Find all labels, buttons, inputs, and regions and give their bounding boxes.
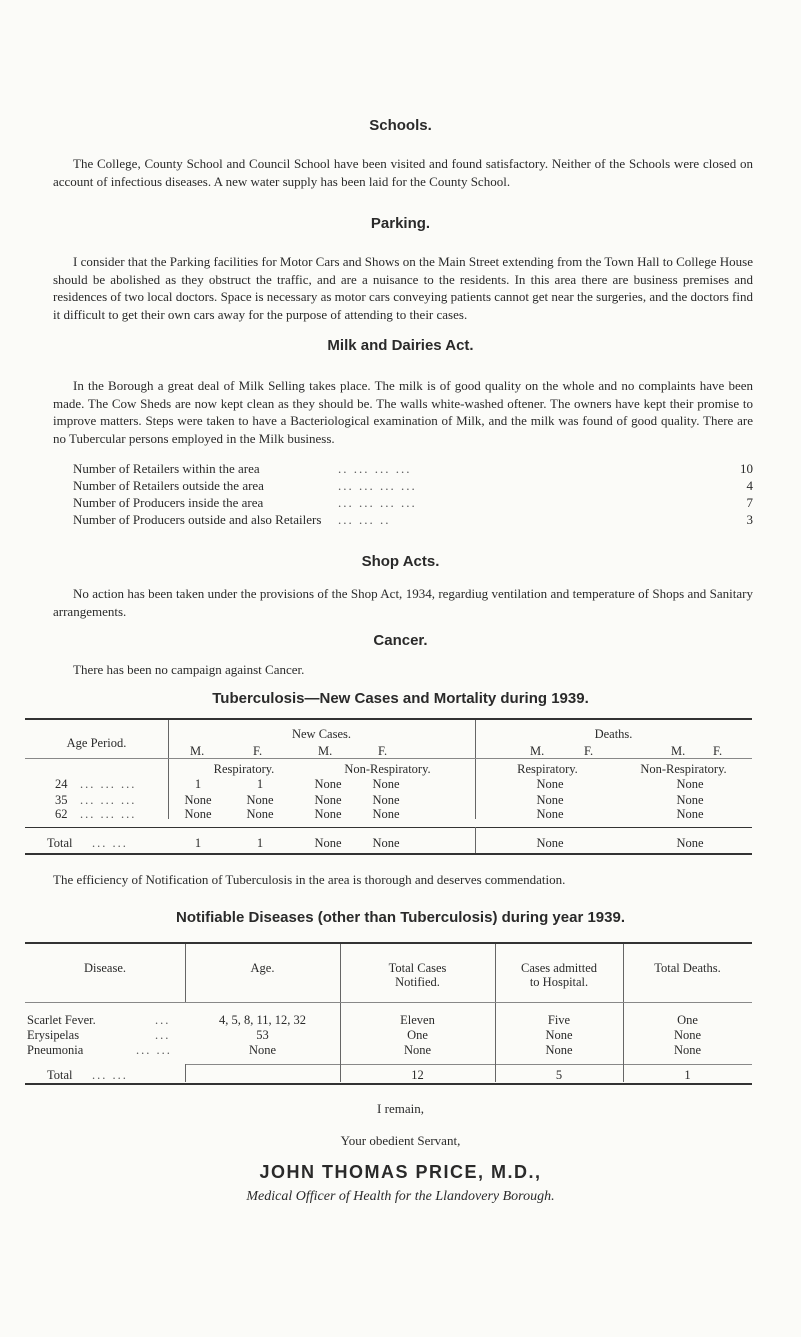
milk-stat-value: 7	[746, 495, 753, 510]
notif-disease: Scarlet Fever.	[27, 1013, 96, 1027]
notif-col-age: Age.	[250, 961, 275, 975]
notif-total: None	[403, 1043, 432, 1057]
tb-nonresp-f: None	[372, 807, 400, 821]
tb-nonresp-m: None	[314, 807, 342, 821]
tb-deaths-nonresp: None	[676, 793, 704, 807]
notifiable-heading: Notifiable Diseases (other than Tuberculosis) during year 1939.	[175, 909, 625, 926]
notif-col-disease: Disease.	[84, 961, 126, 975]
notif-hospital: Five	[547, 1013, 571, 1027]
tb-deaths-resp: None	[536, 793, 564, 807]
milk-stat-row	[73, 512, 753, 530]
notif-col-deaths: Total Deaths.	[654, 961, 721, 975]
tb-leader: ... ...	[92, 836, 128, 850]
cancer-heading: Cancer.	[373, 632, 428, 649]
tb-col-f: F.	[584, 744, 594, 758]
notif-disease: Pneumonia	[27, 1043, 84, 1057]
tb-sub-respiratory: Respiratory.	[517, 762, 578, 776]
notif-deaths: 1	[684, 1068, 691, 1082]
milk-stat-value: 4	[746, 478, 753, 493]
tb-age: 24	[55, 777, 68, 791]
tb-nonresp-m: None	[314, 836, 342, 850]
notif-hospital: None	[545, 1028, 573, 1042]
milk-stat-row	[73, 495, 753, 513]
schools-paragraph: The College, County School and Council School have been visited and found satisfactory. Neither of the Schools were closed on account of infectious diseases. A new water supply has been laid for the County School.	[53, 156, 753, 189]
efficiency-paragraph: The efficiency of Notification of Tuberculosis in the area is thorough and deserves commendation.	[53, 872, 566, 887]
tb-leader: ... ... ...	[80, 793, 137, 807]
tb-nonresp-f: None	[372, 777, 400, 791]
notif-leader: ...	[155, 1028, 171, 1042]
notif-total: 12	[411, 1068, 424, 1082]
tb-sub-non-respiratory: Non-Respiratory.	[640, 762, 727, 776]
milk-stat-leader: ... ... ... ...	[338, 495, 417, 510]
tb-total-label: Total	[47, 836, 73, 850]
tb-resp-m: 1	[194, 777, 202, 791]
notif-col-admitted: Cases admitted	[520, 961, 598, 975]
tb-col-new-cases: New Cases.	[291, 727, 351, 741]
tb-col-deaths: Deaths.	[594, 727, 633, 741]
tb-col-m: M.	[671, 744, 686, 758]
tb-deaths-nonresp: None	[676, 777, 704, 791]
tb-col-m: M.	[190, 744, 205, 758]
milk-stat-label: Number of Retailers within the area	[73, 461, 260, 476]
tb-deaths-resp: None	[536, 836, 564, 850]
notif-vline	[185, 1064, 186, 1082]
notif-total: Eleven	[400, 1013, 435, 1027]
tb-resp-f: None	[246, 793, 274, 807]
tb-nonresp-f: None	[372, 793, 400, 807]
notif-col-notified: Notified.	[395, 975, 440, 989]
notif-total-label: Total	[47, 1068, 73, 1082]
tb-vline	[475, 827, 476, 853]
tb-resp-m: None	[184, 807, 212, 821]
tb-age: 62	[55, 807, 68, 821]
milk-stat-row	[73, 461, 753, 479]
milk-stat-value: 10	[740, 461, 753, 476]
parking-heading: Parking.	[370, 215, 431, 232]
tb-resp-m: 1	[194, 836, 202, 850]
tb-age: 35	[55, 793, 68, 807]
notif-hospital: 5	[555, 1068, 563, 1082]
tb-leader: ... ... ...	[80, 807, 137, 821]
notif-deaths: None	[673, 1028, 702, 1042]
tb-col-m: M.	[530, 744, 545, 758]
tb-nonresp-m: None	[314, 793, 342, 807]
notif-col-total-cases: Total Cases	[388, 961, 447, 975]
tb-resp-f: None	[246, 807, 274, 821]
notif-col-hospital: to Hospital.	[529, 975, 589, 989]
milk-stat-leader: ... ... ... ...	[338, 478, 417, 493]
notif-total-rule	[185, 1064, 752, 1065]
tb-col-f: F.	[378, 744, 388, 758]
tb-nonresp-f: None	[372, 836, 400, 850]
tb-deaths-resp: None	[536, 777, 564, 791]
tb-bottom-rule	[25, 853, 752, 855]
tb-deaths-nonresp: None	[676, 807, 704, 821]
tb-deaths-resp: None	[536, 807, 564, 821]
milk-stat-value: 3	[746, 512, 753, 527]
notif-bottom-rule	[25, 1083, 752, 1085]
tb-col-age: Age Period.	[66, 736, 127, 750]
milk-stat-label: Number of Producers inside the area	[73, 495, 264, 510]
milk-stat-row	[73, 478, 753, 496]
milk-heading: Milk and Dairies Act.	[327, 337, 474, 354]
notif-leader: ... ...	[136, 1043, 172, 1057]
notif-header-rule	[25, 1002, 752, 1003]
tb-header-rule	[25, 758, 752, 759]
closing-servant: Your obedient Servant,	[340, 1133, 461, 1148]
tb-col-f: F.	[253, 744, 263, 758]
signature-name: JOHN THOMAS PRICE, M.D.,	[259, 1162, 542, 1182]
notif-disease: Erysipelas	[27, 1028, 80, 1042]
milk-stat-leader: ... ... ..	[338, 512, 391, 527]
tb-deaths-nonresp: None	[676, 836, 704, 850]
tb-sub-non-respiratory: Non-Respiratory.	[344, 762, 431, 776]
notif-total: One	[407, 1028, 428, 1042]
notif-hospital: None	[545, 1043, 573, 1057]
tb-resp-f: 1	[256, 836, 264, 850]
notif-age: 53	[256, 1028, 269, 1042]
tb-leader: ... ... ...	[80, 777, 137, 791]
schools-heading: Schools.	[369, 117, 432, 134]
notif-deaths: One	[677, 1013, 698, 1027]
notif-leader: ...	[155, 1013, 171, 1027]
signature-title: Medical Officer of Health for the Llandovery Borough.	[246, 1189, 555, 1204]
milk-paragraph: In the Borough a great deal of Milk Selling takes place. The milk is of good quality on the whole and no complaints have been made. The Cow Sheds are now kept clean as they should be. The walls white-washed oftener. The owners have kept their promise to improve matters. Steps were taken to have a Bacteriological examination of Milk, and the milk was found of good quality. There are no Tubercular persons employed in the Milk business.	[53, 378, 753, 446]
cancer-paragraph: There has been no campaign against Cancer.	[73, 662, 305, 677]
notif-age: 4, 5, 8, 11, 12, 32	[218, 1013, 307, 1027]
tb-col-f: F.	[713, 744, 723, 758]
milk-stat-leader: .. ... ... ...	[338, 461, 412, 476]
tb-nonresp-m: None	[314, 777, 342, 791]
tb-total-rule	[25, 827, 752, 828]
milk-stat-label: Number of Retailers outside the area	[73, 478, 264, 493]
notif-age: None	[248, 1043, 277, 1057]
tb-top-rule	[25, 718, 752, 720]
shop-heading: Shop Acts.	[361, 553, 440, 570]
parking-paragraph: I consider that the Parking facilities for Motor Cars and Shows on the Main Street extending from the Town Hall to College House should be abolished as they obstruct the traffic, and are a nuisance to the residents. In this area there are business premises and residences of two local doctors. Space is necessary as motor cars conveying patients cannot get near the surgeries, and the doctors find it difficult to get their own cars away for the purpose of attending to their cases.	[53, 254, 753, 322]
milk-stat-label: Number of Producers outside and also Retailers	[73, 512, 322, 527]
notif-leader: ... ...	[92, 1068, 128, 1082]
tb-sub-respiratory: Respiratory.	[213, 762, 275, 776]
tb-col-m: M.	[318, 744, 333, 758]
tb-heading: Tuberculosis—New Cases and Mortality during 1939.	[212, 690, 589, 707]
closing-remain: I remain,	[377, 1101, 424, 1116]
shop-paragraph: No action has been taken under the provisions of the Shop Act, 1934, regardiug ventilation and temperature of Shops and Sanitary arrangements.	[53, 586, 753, 619]
notif-top-rule	[25, 942, 752, 944]
tb-resp-m: None	[184, 793, 212, 807]
notif-deaths: None	[673, 1043, 702, 1057]
tb-resp-f: 1	[256, 777, 264, 791]
